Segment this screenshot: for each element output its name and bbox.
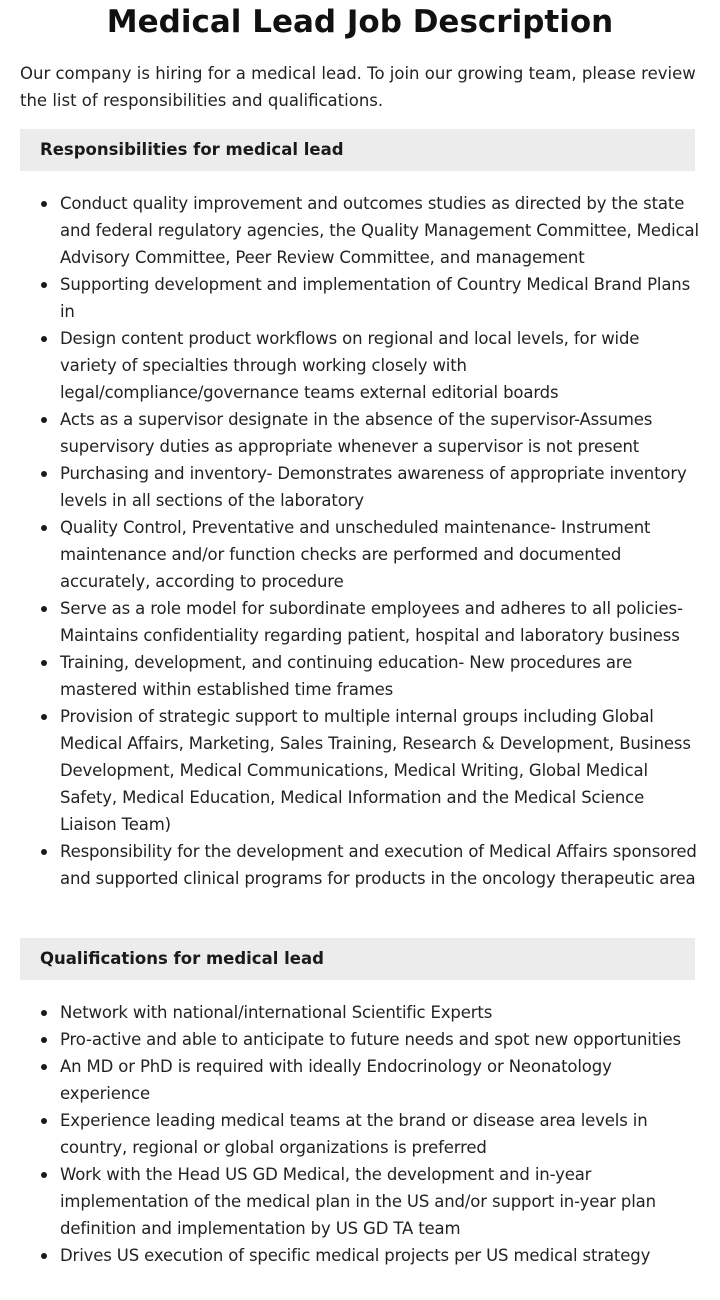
list-item: Design content product workflows on regional and local levels, for wide variety of specialties through working closely with legal/compliance/governance teams external editorial boards (20, 325, 700, 406)
qualifications-list (20, 999, 700, 1269)
page-title: Medical Lead Job Description (106, 4, 614, 40)
list-item: Quality Control, Preventative and unscheduled maintenance- Instrument maintenance and/or function checks are performed and documented accurately, according to procedure (20, 514, 700, 595)
list-item: Conduct quality improvement and outcomes studies as directed by the state and federal regulatory agencies, the Quality Management Committee, Medical Advisory Committee, Peer Review Committee, and management (20, 190, 700, 271)
list-item: Supporting development and implementation of Country Medical Brand Plans in (20, 271, 700, 325)
list-item: Training, development, and continuing education- New procedures are mastered within established time frames (20, 649, 700, 703)
list-item: Pro-active and able to anticipate to future needs and spot new opportunities (20, 1026, 700, 1053)
responsibilities-heading: Responsibilities for medical lead (20, 129, 695, 171)
list-item: Experience leading medical teams at the brand or disease area levels in country, regional or global organizations is preferred (20, 1107, 700, 1161)
list-item: Serve as a role model for subordinate employees and adheres to all policies- Maintains confidentiality regarding patient, hospital and laboratory business (20, 595, 700, 649)
list-item: Work with the Head US GD Medical, the development and in-year implementation of the medical plan in the US and/or support in-year plan definition and implementation by US GD TA team (20, 1161, 700, 1242)
responsibilities-list (20, 190, 700, 892)
list-item: Responsibility for the development and execution of Medical Affairs sponsored and supported clinical programs for products in the oncology therapeutic area (20, 838, 700, 892)
list-item: Acts as a supervisor designate in the absence of the supervisor-Assumes supervisory duties as appropriate whenever a supervisor is not present (20, 406, 700, 460)
list-item: Network with national/international Scientific Experts (20, 999, 700, 1026)
list-item: Purchasing and inventory- Demonstrates awareness of appropriate inventory levels in all sections of the laboratory (20, 460, 700, 514)
list-item: An MD or PhD is required with ideally Endocrinology or Neonatology experience (20, 1053, 700, 1107)
list-item: Provision of strategic support to multiple internal groups including Global Medical Affairs, Marketing, Sales Training, Research & Development, Business Development, Medical Communications, Medical Writing, Global Medical Safety, Medical Education, Medical Information and the Medical Science Liaison Team) (20, 703, 700, 838)
intro-paragraph: Our company is hiring for a medical lead. To join our growing team, please review the list of responsibilities and qualifications. (20, 64, 696, 110)
qualifications-heading: Qualifications for medical lead (20, 938, 695, 980)
list-item: Drives US execution of specific medical projects per US medical strategy (20, 1242, 700, 1269)
